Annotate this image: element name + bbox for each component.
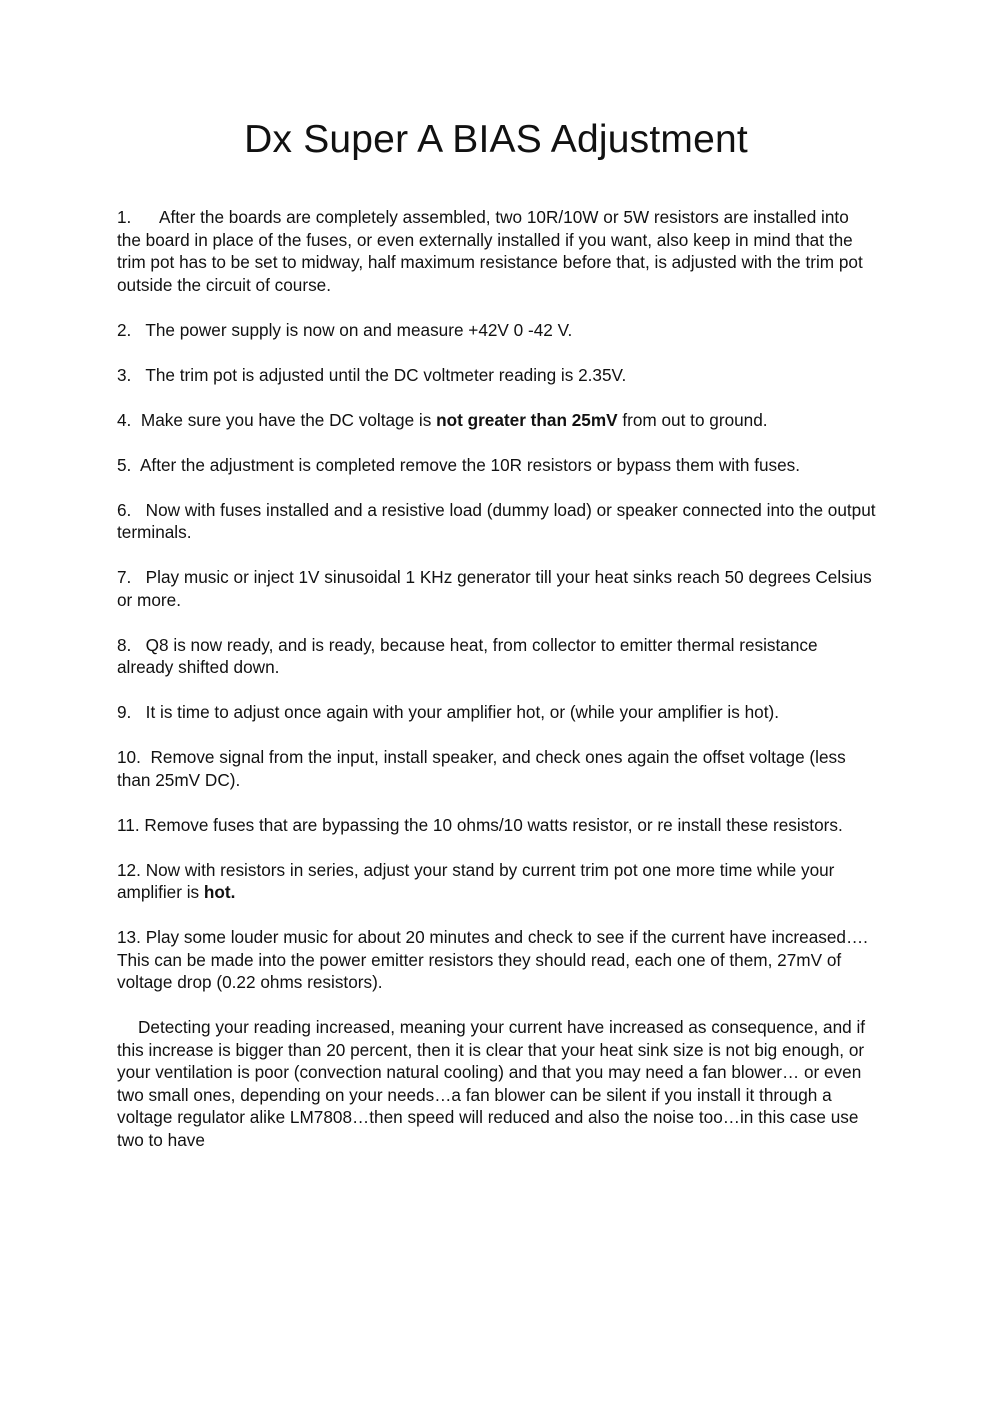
step-number: 10.	[117, 747, 141, 767]
document-body	[117, 206, 881, 1151]
steps-list	[117, 206, 881, 994]
step-number: 7.	[117, 567, 132, 587]
step-text-after: from out to ground.	[617, 409, 768, 430]
step-number: 11.	[117, 814, 140, 835]
step-emphasis: not greater than 25mV	[436, 409, 618, 430]
step-paragraph	[117, 206, 877, 296]
step-paragraph	[117, 926, 877, 994]
step-paragraph	[117, 499, 881, 544]
step-text: Play some louder music for about 20 minutes and check to see if the current have increased…. This can be made into the power emitter resistors they should read, each one of them, 27mV of voltage drop (0.22 ohms resistors).	[117, 927, 873, 992]
step-text: It is time to adjust once again with your amplifier hot, or (while your amplifier is hot).	[145, 702, 780, 722]
step-paragraph	[117, 364, 877, 387]
step-text: The trim pot is adjusted until the DC voltmeter reading is 2.35V.	[145, 364, 627, 385]
step-spacer	[131, 455, 140, 475]
step-paragraph	[117, 566, 877, 611]
page-title: Dx Super A BIAS Adjustment	[244, 118, 748, 161]
step-number: 4.	[117, 409, 132, 430]
step-text: After the adjustment is completed remove the 10R resistors or bypass them with fuses.	[139, 454, 801, 475]
step-paragraph	[117, 814, 877, 837]
step-spacer	[131, 207, 159, 227]
step-text: Remove fuses that are bypassing the 10 ohms/10 watts resistor, or re install these resistors.	[144, 814, 843, 835]
step-spacer	[131, 320, 145, 340]
step-spacer	[131, 410, 141, 430]
step-text: Remove signal from the input, install speaker, and check ones again the offset voltage (less than 25mV DC).	[117, 747, 851, 790]
step-number: 3.	[117, 364, 132, 385]
step-spacer	[131, 500, 145, 520]
step-paragraph	[117, 859, 877, 904]
step-text: After the boards are completely assembled, two 10R/10W or 5W resistors are installed into the board in place of the fuses, or even externally installed if you want, also keep in mind that the trim pot has to be set to midway, half maximum resistance before that, is adjusted with the trim pot outside the circuit of course.	[117, 207, 868, 295]
step-number: 9.	[117, 702, 132, 722]
step-paragraph	[117, 319, 877, 342]
step-paragraph	[117, 409, 877, 432]
step-text: Play music or inject 1V sinusoidal 1 KHz generator till your heat sinks reach 50 degrees Celsius or more.	[117, 567, 877, 610]
step-paragraph	[117, 746, 877, 791]
step-paragraph	[117, 701, 877, 724]
step-emphasis: hot.	[203, 882, 236, 902]
step-number: 2.	[117, 319, 132, 340]
step-spacer	[131, 365, 145, 385]
step-number: 6.	[117, 499, 132, 520]
closing-paragraph: Detecting your reading increased, meaning your current have increased as consequence, and if this increase is bigger than 20 percent, then it is clear that your heat sink size is not big enough, or your ventilation is poor (convection natural cooling) and that you may need a fan blower… or even two small ones, depending on your needs…a fan blower can be silent if you install it through a voltage regulator alike LM7808…then speed will reduced and also the noise too…in this case use two to have	[117, 1017, 866, 1150]
step-spacer	[131, 567, 145, 587]
step-spacer	[131, 635, 145, 655]
step-text: Make sure you have the DC voltage is	[140, 409, 437, 430]
step-paragraph	[117, 454, 877, 477]
step-text: Now with fuses installed and a resistive load (dummy load) or speaker connected into the output terminals.	[117, 499, 881, 542]
step-number: 12.	[117, 859, 141, 880]
step-number: 1.	[117, 207, 132, 227]
step-paragraph	[117, 634, 877, 679]
step-text: Q8 is now ready, and is ready, because heat, from collector to emitter thermal resistance already shifted down.	[117, 634, 823, 677]
step-number: 8.	[117, 634, 132, 655]
step-number: 13.	[117, 927, 141, 947]
step-text: Now with resistors in series, adjust your stand by current trim pot one more time while your amplifier is	[117, 859, 840, 902]
step-text: The power supply is now on and measure +42V 0 -42 V.	[145, 319, 573, 340]
step-number: 5.	[117, 454, 132, 475]
step-spacer	[131, 702, 145, 722]
